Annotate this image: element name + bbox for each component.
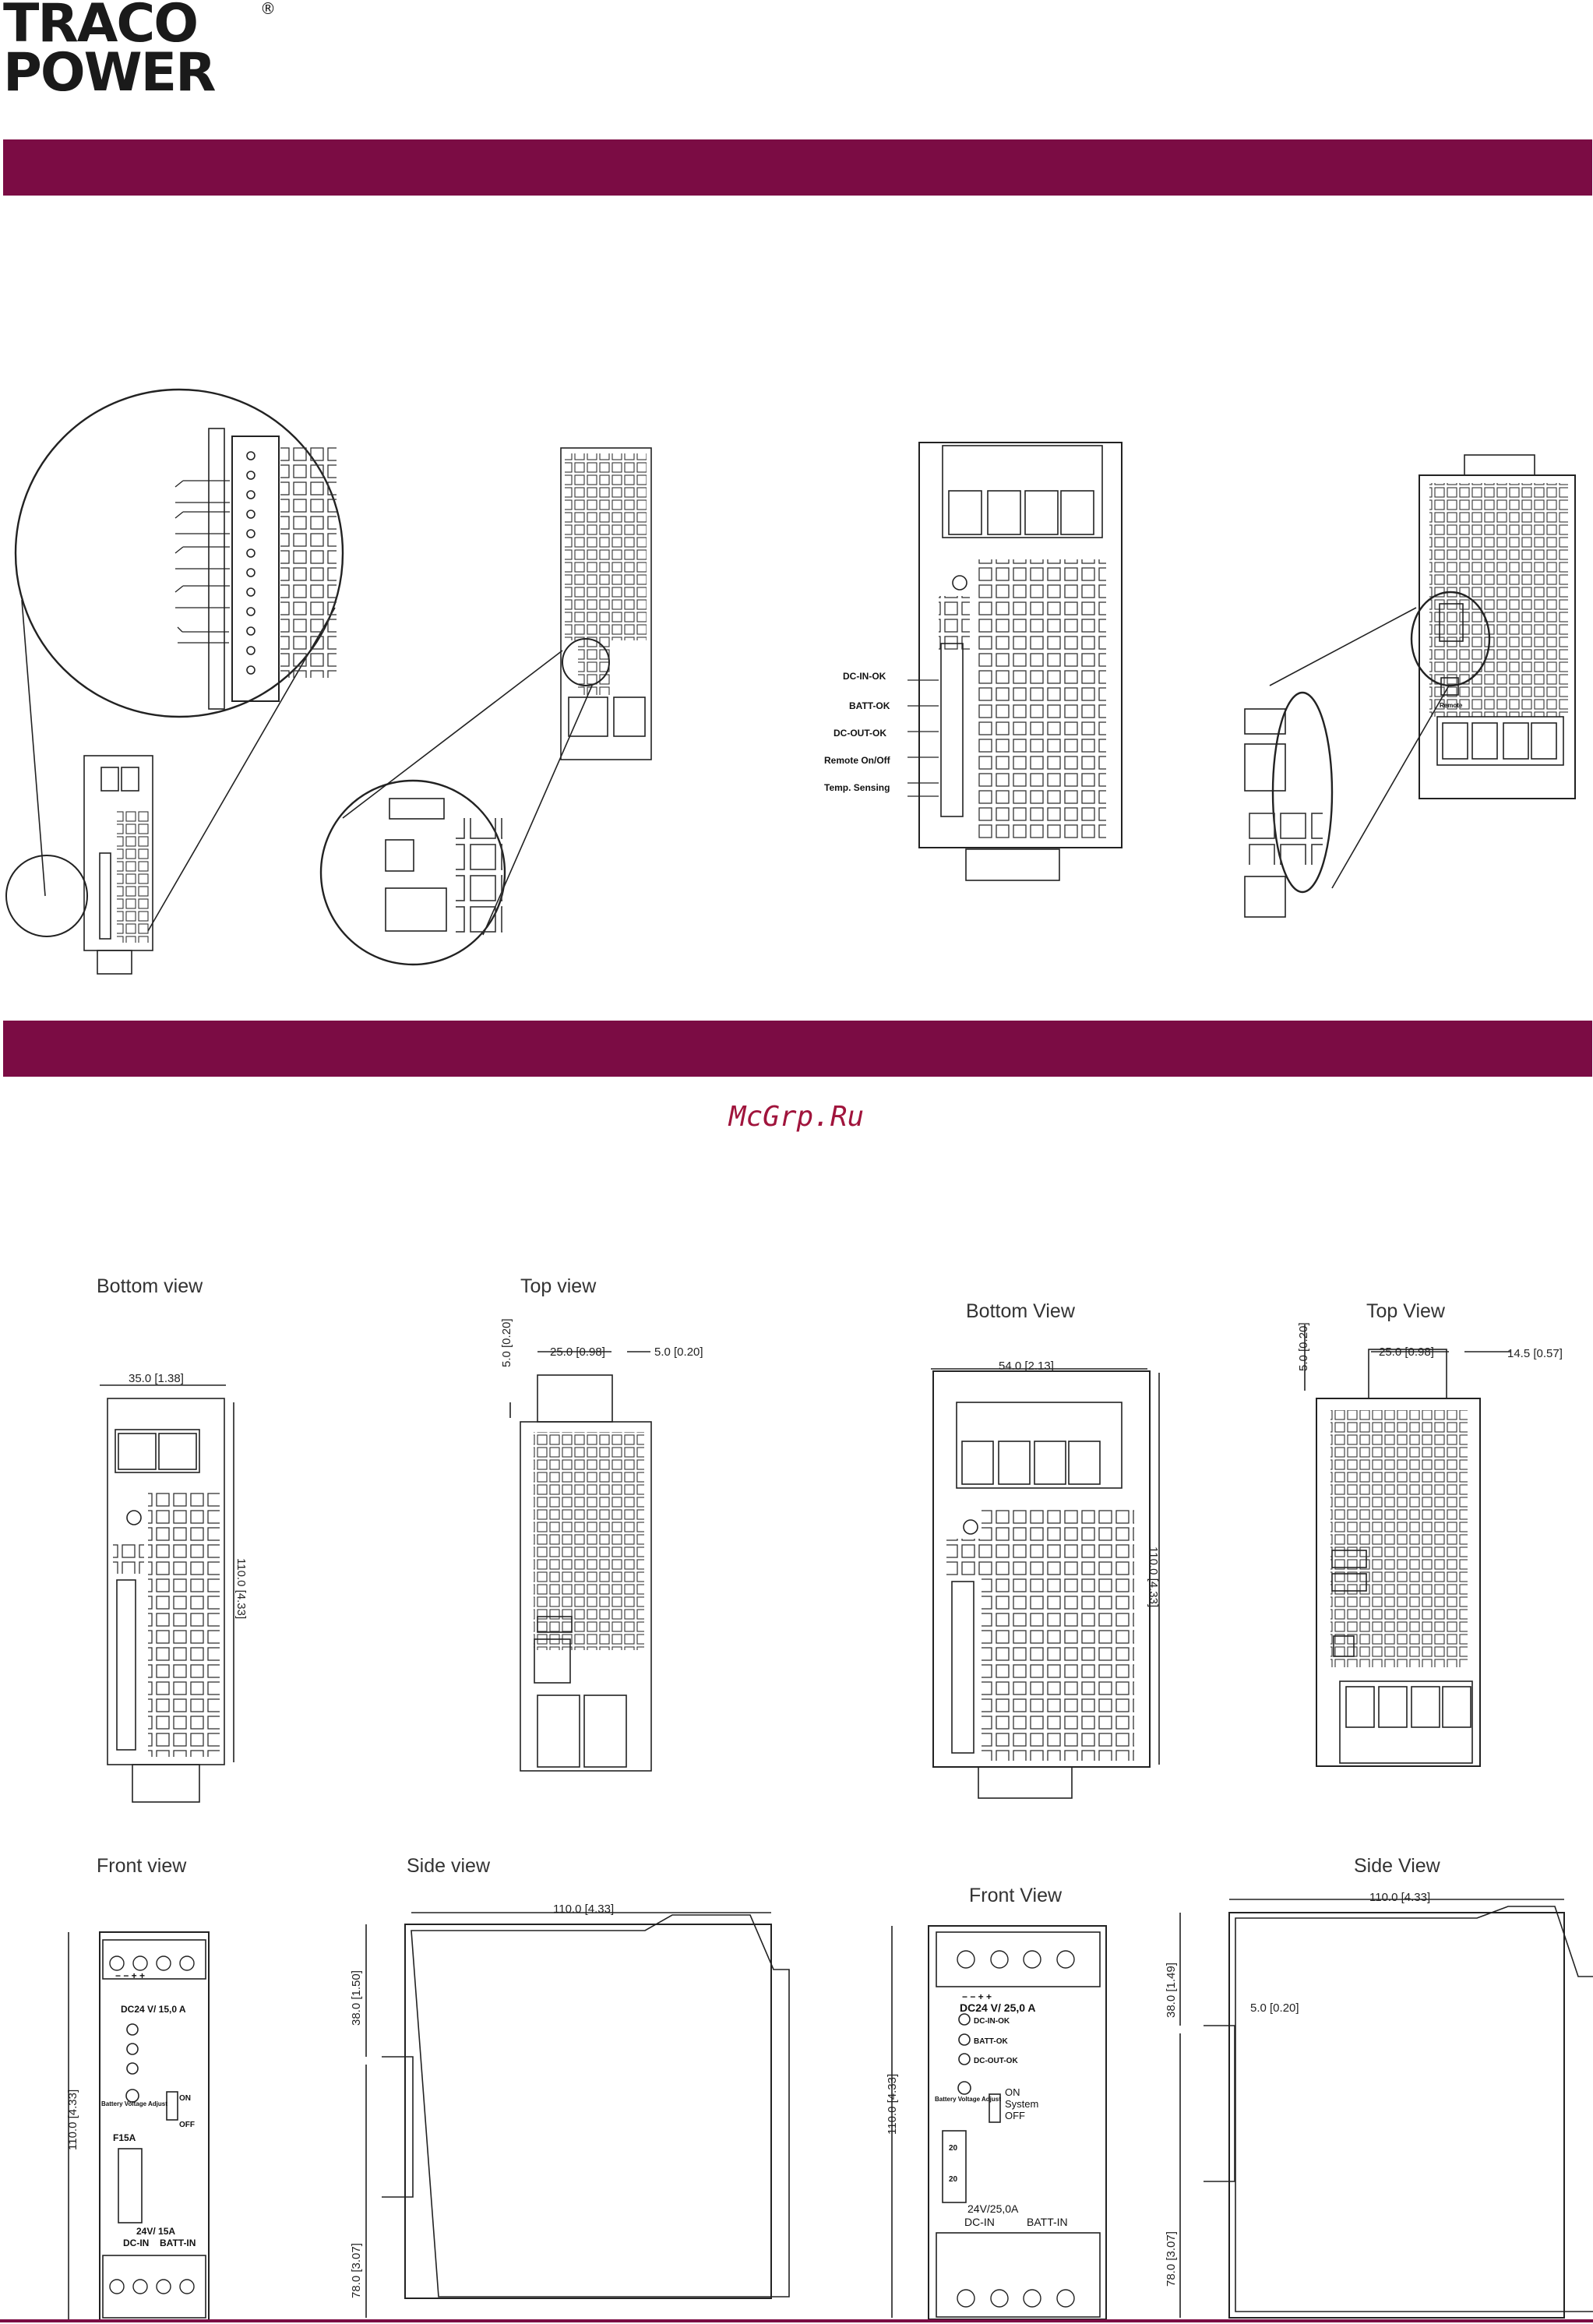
label-side-view-2: Side View: [1354, 1855, 1440, 1877]
signal-remote: Remote On/Off: [824, 755, 890, 766]
drawing-front-view-2: [892, 1926, 1106, 2319]
dim-5b: 5.0 [0.20]: [654, 1345, 703, 1359]
label-top-view-1: Top view: [520, 1275, 597, 1297]
front2-dcinok: DC-IN-OK: [974, 2017, 1010, 2026]
signal-temp: Temp. Sensing: [824, 782, 890, 793]
footer-rule: [0, 2319, 1593, 2322]
drawing-side-view-1: [366, 1913, 789, 2318]
front1-battin: BATT-IN: [160, 2238, 196, 2248]
dim-h110: 110.0 [4.33]: [234, 1558, 248, 1620]
dim-h110b: 110.0 [4.33]: [1147, 1546, 1160, 1608]
front1-dcin: DC-IN: [123, 2238, 150, 2248]
logo-line-2: POWER: [3, 41, 215, 104]
drawing-side-view-2: [1180, 1899, 1593, 2318]
dim-h110c: 110.0 [4.33]: [66, 2089, 79, 2150]
front2-dcoutok: DC-OUT-OK: [974, 2057, 1018, 2065]
drawing-top-view-2: [1305, 1324, 1511, 1766]
zoom-circle-middle: [321, 448, 651, 965]
label-top-view-2: Top View: [1366, 1300, 1445, 1322]
front2-battok: BATT-OK: [974, 2037, 1008, 2046]
front1-rating: 24V/ 15A: [136, 2226, 176, 2237]
zoom-circle-left: [16, 390, 343, 931]
front1-on: ON: [179, 2094, 191, 2103]
dim-h110d: 110.0 [4.33]: [886, 2073, 899, 2135]
front2-battin: BATT-IN: [1027, 2216, 1068, 2228]
dim-14-5: 14.5 [0.57]: [1507, 1347, 1563, 1360]
dim-5c: 5.0 [0.20]: [1297, 1322, 1310, 1371]
label-side-view-1: Side view: [407, 1855, 490, 1877]
dim-w25b: 25.0 [0.98]: [1379, 1345, 1434, 1359]
device-small-1: [6, 756, 153, 974]
logo-line-1: TRACO: [3, 0, 198, 55]
registered-mark: ®: [260, 0, 276, 18]
dim-5d: 5.0 [0.20]: [1250, 2001, 1299, 2015]
front2-on: ON: [1005, 2086, 1020, 2098]
dim-h38b: 38.0 [1.49]: [1165, 1963, 1178, 2018]
remote-label: Remote: [1440, 702, 1463, 709]
dim-5a: 5.0 [0.20]: [500, 1318, 513, 1367]
front1-minus-plus-top: − − + +: [115, 1970, 146, 1981]
front1-off: OFF: [179, 2121, 195, 2129]
dim-w25: 25.0 [0.98]: [550, 1345, 605, 1359]
front2-system: System: [1005, 2098, 1039, 2110]
front2-model: DC24 V/ 25,0 A: [960, 2001, 1036, 2014]
front2-minus-plus: − − + +: [962, 1991, 992, 2002]
front1-labels: [101, 1970, 196, 2248]
watermark: McGrp.Ru: [728, 1101, 865, 1133]
dim-w110a: 110.0 [4.33]: [553, 1903, 615, 1916]
dim-h78a: 78.0 [3.07]: [350, 2243, 363, 2298]
dim-h78b: 78.0 [3.07]: [1165, 2231, 1178, 2287]
signal-batt-ok: BATT-OK: [849, 700, 890, 711]
front2-labels: [935, 1991, 1068, 2228]
front2-fuse1: 20: [949, 2144, 958, 2153]
front2-adjust: Battery Voltage Adjust: [935, 2096, 1001, 2103]
front2-fuse2: 20: [949, 2175, 958, 2184]
front1-adjust: Battery Voltage Adjust: [101, 2100, 167, 2107]
label-bottom-view-2: Bottom View: [966, 1300, 1075, 1322]
drawing-top-view-1: [510, 1352, 651, 1771]
front1-model: DC24 V/ 15,0 A: [121, 2004, 186, 2015]
front2-dcin: DC-IN: [964, 2216, 995, 2228]
terminal-pins: [247, 452, 255, 674]
dim-w35: 35.0 [1.38]: [129, 1372, 184, 1385]
signal-dc-out-ok: DC-OUT-OK: [834, 728, 886, 739]
front-screws: [110, 1951, 1074, 2307]
dim-w110b: 110.0 [4.33]: [1369, 1891, 1431, 1904]
front2-off: OFF: [1005, 2110, 1025, 2121]
signal-dc-in-ok: DC-IN-OK: [843, 671, 886, 682]
device-large-center: [908, 443, 1122, 880]
drawing-bottom-view-1: [100, 1385, 234, 1802]
front2-rating: 24V/25,0A: [967, 2202, 1019, 2215]
dim-w54: 54.0 [2.13]: [999, 1359, 1054, 1373]
label-bottom-view-1: Bottom view: [97, 1275, 203, 1297]
device-large-right: [1245, 455, 1575, 917]
label-front-view-1: Front view: [97, 1855, 187, 1877]
dim-h38a: 38.0 [1.50]: [350, 1970, 363, 2026]
front1-fuse: F15A: [113, 2132, 136, 2143]
drawing-bottom-view-2: [931, 1369, 1159, 1798]
label-front-view-2: Front View: [969, 1885, 1063, 1906]
